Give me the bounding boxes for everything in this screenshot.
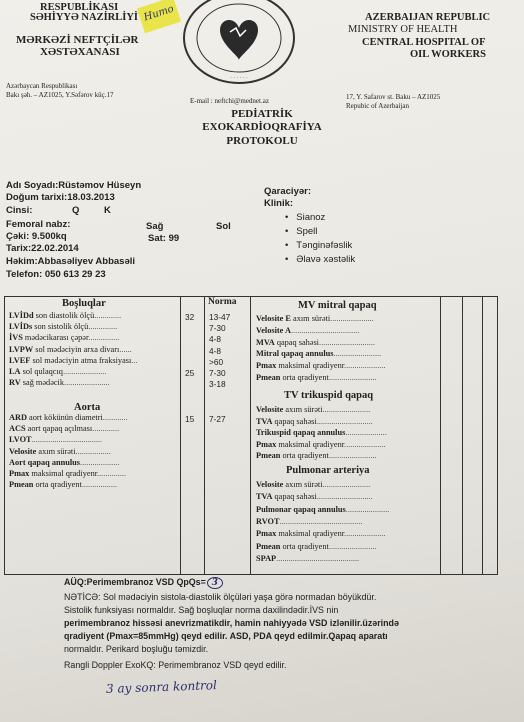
address-right-country: Repubic of Azerbaijan bbox=[346, 102, 409, 110]
sticky-note bbox=[137, 0, 181, 33]
liver-label: Qaraciyər: bbox=[264, 186, 312, 197]
cavity-norma: 4-8 bbox=[209, 345, 221, 356]
tv-row: Pmax maksimal qradiyenr.................... bbox=[256, 439, 386, 449]
norma-header: Norma bbox=[208, 297, 237, 307]
header-left-hospital: MƏRKƏZİ NEFTÇİLƏR bbox=[16, 34, 139, 46]
pa-row: Velosite axım sürəti....................... bbox=[256, 480, 371, 489]
aorta-header: Aorta bbox=[74, 402, 101, 413]
mv-row: Pmax maksimal qradiyenr.................... bbox=[256, 361, 386, 371]
patient-sex-q: Q bbox=[72, 205, 80, 216]
cavity-value: 32 bbox=[185, 312, 195, 322]
conclusion-line-5: normaldır. Perikard boşluğu təmizdir. bbox=[64, 644, 209, 654]
header-right-hospital-2: OIL WORKERS bbox=[410, 49, 486, 60]
femoral-sol: Sol bbox=[216, 221, 231, 232]
aorta-row: Pmax maksimal qradiyenr.............. bbox=[9, 469, 127, 478]
cavity-value: 25 bbox=[185, 368, 195, 378]
conclusion-line-3: perimembranoz hissəsi anevrizmatikdir, hamin nahiyyədə VSD izlənilir.üzərində bbox=[64, 618, 399, 628]
svg-text:· · · · · ·: · · · · · · bbox=[230, 75, 248, 81]
patient-name: Adı Soyadı:Rüstəmov Hüseyn bbox=[6, 180, 142, 191]
pa-row: Pmean orta qradiyent....................... bbox=[256, 541, 377, 551]
mv-row: Velosite A................................. bbox=[256, 325, 360, 335]
patient-sex-k: K bbox=[104, 205, 111, 216]
cavity-row: LVİDs son sistolik ölçü.............. bbox=[9, 322, 118, 332]
auq-line: AÜQ:Perimembranoz VSD QpQs= 3 bbox=[64, 577, 223, 589]
cavity-row: RV sağ mədəcik...................... bbox=[9, 378, 110, 388]
patient-sat: Sat: 99 bbox=[148, 233, 180, 244]
aorta-norma: 7-27 bbox=[209, 414, 226, 424]
tv-row: Trikuspid qapaq annulus.................... bbox=[256, 428, 387, 437]
mv-row: MVA qapaq sahəsi........................... bbox=[256, 337, 376, 347]
conclusion-line-4: qradiyent (Pmax=85mmHg) qeyd edilir. ASD, PDA qeyd edilmir.Qapaq aparatı bbox=[64, 631, 388, 641]
patient-weight: Çəki: 9.500kq bbox=[6, 231, 67, 242]
cavity-row: LVEF sol mədəciyin atma fraksiyası... bbox=[9, 355, 138, 365]
cavity-norma: 3-18 bbox=[209, 379, 226, 390]
femoral-sag: Sağ bbox=[146, 221, 164, 232]
pa-row: Pulmonar qapaq annulus..................... bbox=[256, 504, 390, 514]
patient-sex-label: Cinsi: bbox=[6, 205, 33, 216]
pa-row: SPAP........................................ bbox=[256, 553, 360, 563]
aorta-row: Velosite axım sürəti................. bbox=[9, 446, 111, 456]
title-line2: EXOKARDİOQRAFİYA bbox=[202, 121, 322, 133]
clinic-item-4: • Əlavə xəstəlik bbox=[285, 254, 356, 265]
hospital-emblem bbox=[180, 0, 298, 86]
conclusion-line-6: Rangli Doppler ExoKQ: Perimembranoz VSD qeyd edilir. bbox=[64, 660, 287, 670]
cavity-row: LA sol qulaqcıq..................... bbox=[9, 367, 107, 376]
aorta-row: LVOT.................................. bbox=[9, 435, 103, 445]
cavity-norma: 4-8 bbox=[209, 334, 221, 345]
tv-row: Pmean orta qradiyent....................... bbox=[256, 451, 377, 460]
mv-header: MV mitral qapaq bbox=[298, 300, 377, 311]
header-left-ministry: SƏHİYYƏ NAZİRLİYİ bbox=[30, 12, 138, 23]
aorta-row: Pmean orta qradiyent................. bbox=[9, 480, 118, 490]
header-right-ministry: MINISTRY OF HEALTH bbox=[348, 24, 458, 35]
handwritten-followup: 3 ay sonra kontrol bbox=[105, 678, 218, 696]
header-left-hospital-2: XƏSTƏXANASI bbox=[40, 46, 120, 58]
cavity-norma: >60 bbox=[209, 356, 224, 367]
cavity-row: LVİDd son diastolik ölçü............. bbox=[9, 311, 122, 320]
pa-row: Pmax maksimal qradiyenr.................... bbox=[256, 529, 386, 539]
aorta-value: 15 bbox=[185, 414, 195, 424]
cavity-row: İVS mədəcikarası çəpər............... bbox=[9, 333, 120, 343]
qpqs-handwritten-value: 3 bbox=[207, 577, 223, 589]
pa-header: Pulmonar arteriya bbox=[286, 465, 370, 476]
femoral-label: Femoral nabz: bbox=[6, 219, 71, 230]
header-right-hospital: CENTRAL HOSPITAL OF bbox=[362, 37, 486, 48]
cavity-norma: 7-30 bbox=[209, 368, 226, 378]
cavity-norma: 13-47 bbox=[209, 312, 231, 322]
sticky-note-text: Humo bbox=[142, 3, 176, 24]
tv-row: Velosite axım sürəti....................... bbox=[256, 405, 371, 414]
title-line3: PROTOKOLU bbox=[226, 135, 298, 147]
title-line1: PEDİATRİK bbox=[231, 108, 293, 120]
header-right-country: AZERBAIJAN REPUBLIC bbox=[365, 12, 491, 23]
pa-row: TVA qapaq sahəsi........................... bbox=[256, 492, 373, 502]
conclusion-line-1: NƏTİCƏ: Sol mədəciyin sistola-diastolik ölçüləri yaşa görə normadan böyükdür. bbox=[64, 592, 377, 602]
aorta-row: ARD aort kökünün diametri............ bbox=[9, 413, 128, 422]
cavity-norma: 7-30 bbox=[209, 323, 226, 334]
mv-row: Mitral qapaq annulus....................... bbox=[256, 349, 382, 359]
doctor-phone: Telefon: 050 613 29 23 bbox=[6, 269, 106, 280]
aorta-row: Aort qapaq annulus................... bbox=[9, 457, 120, 467]
mv-row: Velosite E axım sürəti..................... bbox=[256, 314, 374, 323]
cavities-header: Boşluqlar bbox=[62, 298, 106, 309]
doctor-name: Həkim:Abbasəliyev Abbasəli bbox=[6, 256, 136, 267]
conclusion-line-2: Sistolik funksiyası normaldır. Sağ boşluqlar norma daxilindədir.İVS nin bbox=[64, 605, 339, 615]
email-line: E-mail : neftchi@mednet.az bbox=[190, 97, 269, 105]
aorta-row: ACS aort qapaq açılması............. bbox=[9, 424, 120, 434]
clinic-label: Klinik: bbox=[264, 198, 294, 209]
exam-date: Tarix:22.02.2014 bbox=[6, 243, 79, 254]
address-left-country: Azərbaycan Respublikası bbox=[6, 82, 78, 90]
tv-row: TVA qapaq sahəsi........................... bbox=[256, 416, 373, 426]
clinic-item-3: • Tənginəfəslik bbox=[285, 240, 353, 251]
address-right-street: 17, Y. Safarov st. Baku – AZ1025 bbox=[346, 93, 441, 101]
header-left-republic: RESPUBLİKASI bbox=[40, 2, 119, 13]
tv-header: TV trikuspid qapaq bbox=[284, 390, 374, 401]
clinic-item-1: • Sianoz bbox=[285, 212, 326, 223]
patient-dob: Doğum tarixi:18.03.2013 bbox=[6, 192, 115, 203]
mv-row: Pmean orta qradiyent....................... bbox=[256, 373, 377, 382]
pa-row: RVOT........................................ bbox=[256, 516, 363, 526]
clinic-item-2: • Spell bbox=[285, 226, 318, 237]
address-left-street: Bakı şəh. – AZ1025, Y.Səfərov küç.17 bbox=[6, 91, 114, 99]
cavity-row: LVPW sol mədəciyin arxa divarı...... bbox=[9, 344, 132, 354]
